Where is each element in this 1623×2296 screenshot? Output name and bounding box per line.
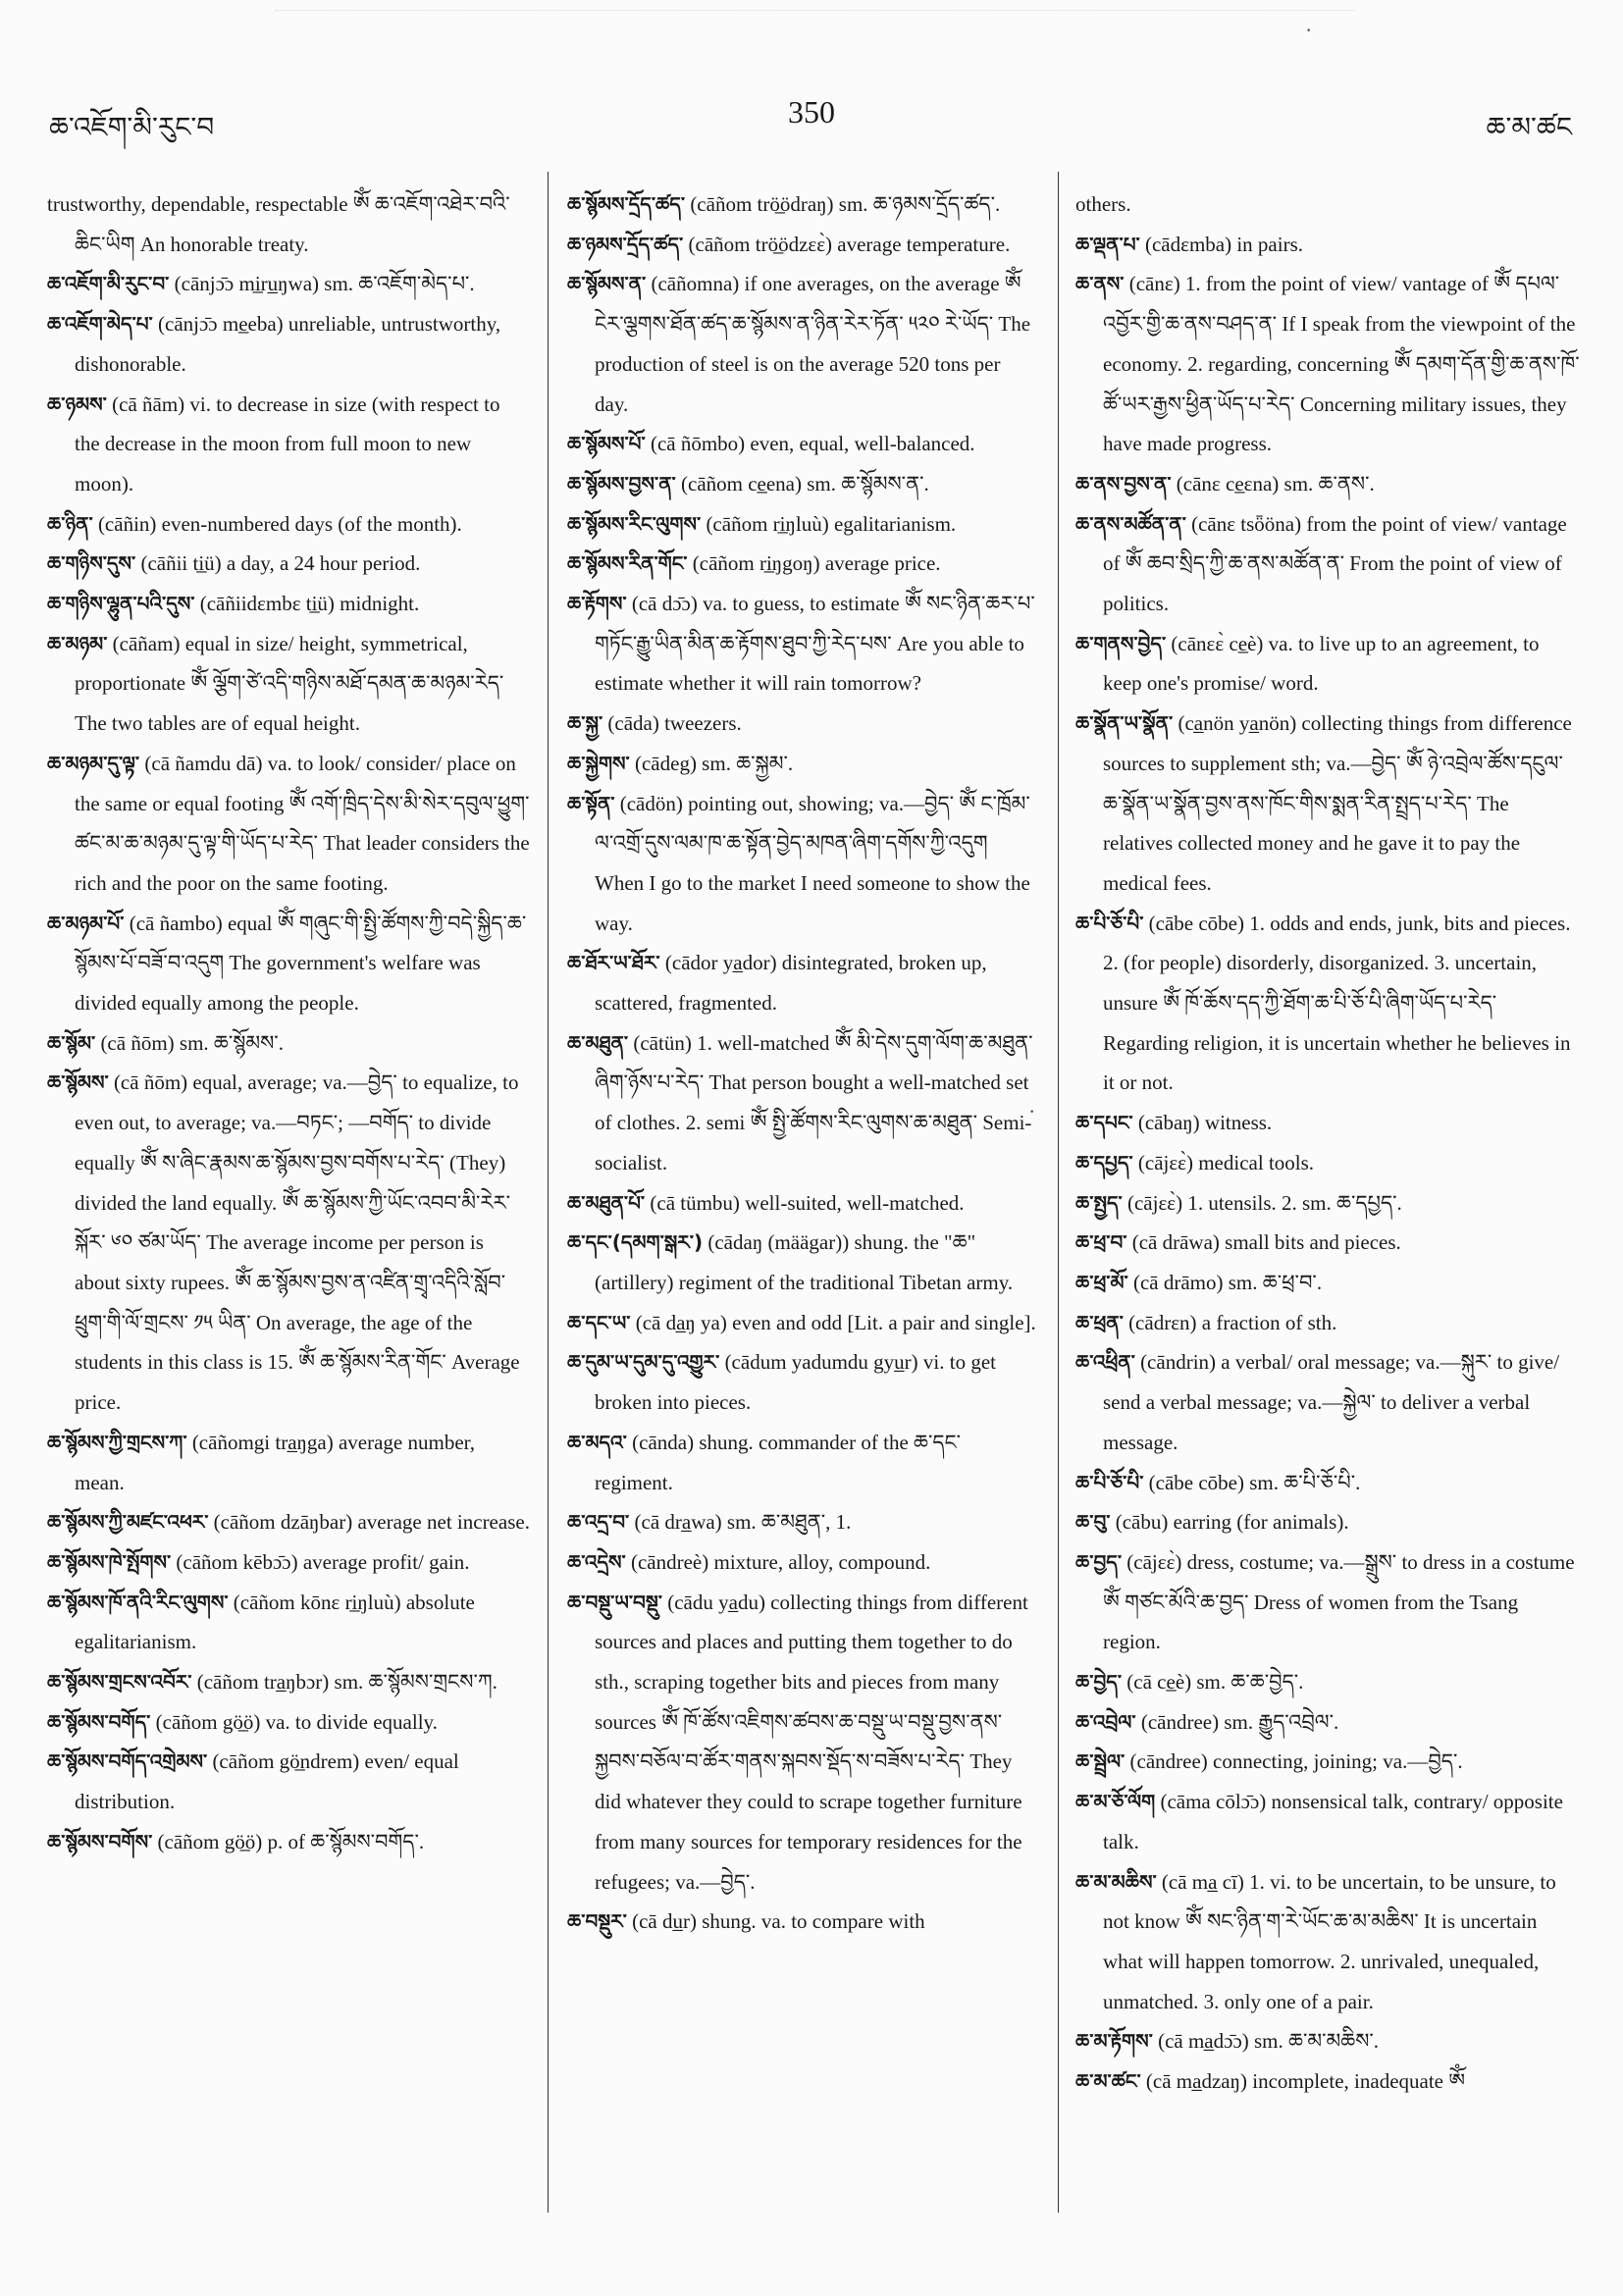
entry-definition: (cājɛɛ̀) 1. utensils. 2. sm. ཆ་དཔྱད་. [1126, 1190, 1402, 1215]
entry-definition: (cā dɔ̄ɔ) va. to guess, to estimate ༀ སང་ཉིན་ཆར་པ་གཏོང་རྒྱུ་ཡིན་མིན་ཆ་རྟོགས་ཐུབ་ཀྱི་རེད་པས་ Are you able to estimate whether it will rain tomorrow? [595, 592, 1035, 696]
dictionary-entry [567, 1303, 1036, 1343]
entry-headword: ཆ་སྟོན་ [567, 791, 615, 815]
entry-definition: (cāñom gö̲ndrem) even/ equal distribution. [75, 1749, 459, 1814]
column-middle [567, 184, 1036, 2276]
entry-headword: ཆ་དཔང་ [1075, 1111, 1133, 1135]
column-left [47, 184, 530, 2276]
entry-headword: ཆ་སྙོམས་ཀྱི་གྲངས་ཀ་ [47, 1430, 187, 1454]
entry-headword: ཆ་མཉམ་ [47, 631, 108, 655]
dictionary-entry [1075, 184, 1580, 225]
entry-definition: others. [1075, 192, 1131, 216]
entry-definition: (cā da̲ŋ ya) even and odd [Lit. a pair and single]. [635, 1310, 1036, 1334]
entry-definition: (cāndree) sm. རྒྱུད་འབྲེལ་. [1140, 1709, 1339, 1734]
dictionary-entry [47, 624, 530, 744]
dictionary-entry [47, 1702, 530, 1743]
dictionary-entry [47, 385, 530, 504]
entry-headword: ཆ་སྙོམས་ན་ [567, 272, 647, 296]
dictionary-entry [1075, 624, 1580, 704]
entry-definition: (cānɛ) 1. from the point of view/ vantage of ༀ དཔལ་འབྱོར་གྱི་ཆ་ནས་བཤད་ན་ If I speak from the viewpoint of the economy. 2. regarding, concerning ༀ དམག་དོན་གྱི་ཆ་ནས་ཁོ་ཚོ་ཡར་རྒྱས་ཕྱིན་ཡོད་པ་རེད་ Concerning military issues, they have made progress. [1103, 272, 1580, 456]
entry-headword: ཆ་ཕྲ་མོ་ [1075, 1270, 1128, 1294]
entry-definition: (cānjɔ̄ɔ mi̲ru̲ŋwa) sm. ཆ་འཇོག་མེད་པ་. [174, 272, 475, 296]
column-divider-2 [1058, 172, 1059, 2213]
entry-definition: (cāma cōlɔ̄ɔ) nonsensical talk, contrary/ opposite talk. [1103, 1790, 1563, 1853]
entry-headword: ཆ་སྙོམས་རིན་གོང་ [567, 551, 688, 576]
entry-headword: ཆ་མདའ་ [567, 1430, 627, 1454]
entry-headword: ཆ་ལྡན་པ་ [1075, 232, 1140, 256]
entry-definition: (cā ñām) vi. to decrease in size (with respect to the decrease in the moon from full moon to new moon). [75, 391, 500, 496]
dictionary-entry [567, 1542, 1036, 1583]
dictionary-entry [567, 1583, 1036, 1903]
entry-headword: ཆ་མཐུན་ [567, 1030, 629, 1055]
column-right [1075, 184, 1580, 2276]
entry-definition: (cāñam) equal in size/ height, symmetrical, proportionate ༀ ལྕོག་ཙེ་འདི་གཉིས་མཐོ་དམན་ཆ་མཉམ་རེད་ The two tables are of equal height. [75, 631, 504, 736]
entry-headword: ཆ་ནས་བྱས་ན་ [1075, 471, 1172, 496]
entry-definition: (cā dra̲wa) sm. ཆ་མཐུན་, 1. [634, 1510, 852, 1535]
entry-definition: (cāndrin) a verbal/ oral message; va.—སྐུར་ to give/ send a verbal message; va.—སྐྱེལ་ to deliver a verbal message. [1103, 1350, 1560, 1454]
entry-headword: ཆ་སྤྱད་ [1075, 1190, 1123, 1215]
entry-definition: (cābe cōbe) sm. ཆ་པི་ཅོ་པི་. [1148, 1470, 1361, 1494]
entry-headword: ཆ་ནས་ [1075, 272, 1125, 296]
dictionary-entry [47, 584, 530, 624]
entry-definition: (cāñom ri̲ŋgoŋ) average price. [692, 551, 941, 576]
dictionary-entry [1075, 1782, 1580, 1861]
dictionary-entry [1075, 264, 1580, 464]
entry-headword: ཆ་སྙོམས་ཁོ་ནའི་རིང་ལུགས་ [47, 1590, 229, 1614]
dictionary-entry [567, 784, 1036, 944]
dictionary-entry [567, 584, 1036, 704]
entry-definition: (cādrɛn) a fraction of sth. [1128, 1310, 1337, 1334]
entry-definition: (cāñomgi tra̲ŋga) average number, mean. [75, 1430, 476, 1494]
entry-headword: ཆ་སྙོམས་པོ་ [567, 432, 646, 456]
entry-headword: ཆ་སྙོམས་གྲངས་འབོར་ [47, 1670, 192, 1695]
entry-headword: ཆ་བསྡུར་ [567, 1909, 627, 1934]
entry-headword: ཆ་འཇོག་མི་རུང་བ་ [47, 272, 170, 296]
dictionary-entry [567, 1183, 1036, 1224]
dictionary-entry [47, 744, 530, 904]
dictionary-entry [567, 424, 1036, 464]
entry-definition: (cānɛ tsȫöna) from the point of view/ vantage of ༀ ཆབ་སྲིད་ཀྱི་ཆ་ནས་མཚོན་ན་ From the point of view of politics. [1103, 511, 1567, 616]
running-head-right: ཆ་མ་ཚང [1486, 111, 1572, 143]
entry-definition: (cāñom gö̲ö) va. to divide equally. [155, 1709, 438, 1734]
entry-definition: (cāñiidɛmbɛ ti̲ü) midnight. [199, 592, 420, 616]
dictionary-entry [567, 264, 1036, 424]
dictionary-entry [47, 1742, 530, 1821]
entry-headword: ཆ་འདྲེས་ [567, 1549, 626, 1574]
dictionary-entry [47, 1502, 530, 1542]
entry-headword: ཆ་ཉམས་ [47, 391, 107, 416]
entry-definition: (cādeg) sm. ཆ་སྐྱམ་. [634, 751, 794, 775]
entry-headword: ཆ་སྙོམས་བགོད་འགྲེམས་ [47, 1749, 208, 1774]
entry-headword: ཆ་སྦྲེལ་ [1075, 1749, 1126, 1774]
dictionary-entry [567, 544, 1036, 584]
entry-definition: (cānɛɛ̀ ce̲è) va. to live up to an agreement, to keep one's promise/ word. [1103, 631, 1540, 696]
entry-definition: (cā ñōm) sm. ཆ་སྙོམས་. [100, 1030, 284, 1055]
entry-definition: (cājɛɛ̀) dress, costume; va.—སྒྲུས་ to dress in a costume ༀ གཙང་མོའི་ཆ་བྱད་ Dress of women from the Tsang region. [1103, 1549, 1575, 1654]
entry-definition: (cātün) 1. well-matched ༀ མི་དེས་དུག་ལོག་ཆ་མཐུན་ཞིག་ཉོས་པ་རེད་ That person bought a well-matched set of clothes. 2. semi ༀ སྤྱི་ཚོགས་རིང་ལུགས་ཆ་མཐུན་ Semi-socialist. [595, 1030, 1033, 1174]
entry-definition: (cā ñambo) equal ༀ གཞུང་གི་སྤྱི་ཚོགས་ཀྱི་བདེ་སྐྱིད་ཆ་སྙོམས་པོ་བཟོ་བ་འདུག The government's welfare was divided equally among the people. [75, 911, 527, 1016]
dictionary-entry [47, 1542, 530, 1583]
entry-headword: ཆ་མཐུན་པོ་ [567, 1190, 646, 1215]
entry-definition: (cādu ya̲du) collecting things from different sources and places and putting them together to do sth., scraping together bits and pieces from many sources ༀ ཁོ་ཚོས་འཇིགས་ཚབས་ཆ་བསྡུ་ཡ་བསྡུ་བྱས་ནས་སྐྱབས་བཅོལ་བ་ཚོར་གནས་སྐབས་སྡོད་ས་བཟོས་པ་རེད་ They did whatever they could to scrape together furniture from many sources for temporary residences for the refugees; va.—བྱེད་. [595, 1590, 1028, 1894]
entry-headword: ཆ་སྣོན་ཡ་སྣོན་ [1075, 711, 1174, 736]
entry-definition: (cāñom tra̲ŋbɔr) sm. ཆ་སྙོམས་གྲངས་ཀ. [196, 1670, 497, 1695]
entry-headword: ཆ་རྟོགས་ [567, 592, 627, 616]
dictionary-entry [47, 1063, 530, 1422]
entry-headword: ཆ་སྐྱ་ [567, 711, 603, 736]
dictionary-entry [1075, 1183, 1580, 1224]
entry-headword: ཆ་འཇོག་མེད་པ་ [47, 312, 153, 337]
entry-definition: (cā du̲r) shung. va. to compare with [632, 1909, 925, 1934]
entry-headword: ཆ་མ་མཆིས་ [1075, 1869, 1157, 1894]
dictionary-entry [1075, 2061, 1580, 2102]
entry-headword: ཆ་གཉིས་དུས་ [47, 551, 136, 576]
entry-definition: (cāñii ti̲ü) a day, a 24 hour period. [140, 551, 421, 576]
dictionary-entry [567, 1902, 1036, 1942]
entry-definition: (cā ñamdu dā) va. to look/ consider/ place on the same or equal footing ༀ འགོ་ཁྲིད་དེས་མི་སེར་དབུལ་ཕྱུག་ཚང་མ་ཆ་མཉམ་དུ་ལྟ་གི་ཡོད་པ་རེད་ That leader considers the rich and the poor on the same footing. [75, 751, 530, 895]
entry-definition: (cānda) shung. commander of the ཆ་དང་ regiment. [595, 1430, 962, 1494]
dictionary-entry [47, 1662, 530, 1702]
dictionary-entry [1075, 1303, 1580, 1343]
entry-definition: (cābaŋ) witness. [1137, 1111, 1273, 1135]
entry-headword: ཆ་དཔྱད་ [1075, 1150, 1133, 1174]
scan-edge-dots [275, 10, 1354, 17]
entry-headword: ཆ་དུམ་ཡ་དུམ་དུ་འགྱུར་ [567, 1350, 720, 1375]
entry-headword: ཆ་གཉིས་ལྷུན་པའི་དུས་ [47, 592, 195, 616]
entry-definition: (cāñom dzāŋbar) average net increase. [213, 1510, 530, 1535]
dictionary-entry [567, 943, 1036, 1022]
entry-headword: ཆ་པི་ཅོ་པི་ [1075, 911, 1144, 935]
entry-definition: (cā tümbu) well-suited, well-matched. [650, 1190, 965, 1215]
entry-headword: ཆ་བསྡུ་ཡ་བསྡུ་ [567, 1590, 662, 1614]
entry-headword: ཆ་དང་ཡ་ [567, 1310, 631, 1334]
entry-definition: (cāñom trö̲ödraŋ) sm. ཆ་ཉམས་དྲོད་ཚད་. [690, 192, 1001, 216]
dictionary-entry [1075, 225, 1580, 265]
dictionary-entry [567, 1502, 1036, 1542]
dictionary-entry [567, 184, 1036, 225]
column-divider-1 [548, 172, 549, 2213]
dictionary-entry [1075, 1223, 1580, 1263]
dictionary-entry [1075, 1662, 1580, 1702]
entry-headword: ཆ་སྙོམས་བགོས་ [47, 1829, 153, 1853]
entry-definition: (cādaŋ (määgar)) shung. the "ཆ" (artillery) regiment of the traditional Tibetan army. [595, 1230, 1014, 1294]
entry-definition: (cāndreè) mixture, alloy, compound. [630, 1549, 931, 1574]
entry-headword: ཆ་དང་(དམག་སྒར་) [567, 1230, 704, 1255]
entry-headword: ཆ་སྙོམས་ཁེ་སྤོགས་ [47, 1549, 172, 1574]
entry-definition: (cādɛmba) in pairs. [1144, 232, 1303, 256]
dictionary-entry [1075, 464, 1580, 504]
entry-definition: (cā ñōmbo) even, equal, well-balanced. [650, 432, 975, 456]
entry-definition: (cābu) earring (for animals). [1115, 1510, 1349, 1535]
dictionary-entry [567, 225, 1036, 265]
dictionary-entry [1075, 704, 1580, 904]
dictionary-entry [1075, 1143, 1580, 1183]
dictionary-entry [567, 1423, 1036, 1502]
entry-definition: (cāñomna) if one averages, on the average ༀ ངེར་ལྕགས་ཐོན་ཚད་ཆ་སྙོམས་ན་ཉིན་རེར་ཏོན་ ༥༢༠ རེ་ཡོད་ The production of steel is on the average 520 tons per day. [595, 272, 1031, 416]
entry-headword: ཆ་ཉམས་དྲོད་ཚད་ [567, 232, 684, 256]
entry-definition: (cābe cōbe) 1. odds and ends, junk, bits and pieces. 2. (for people) disorderly, disorganized. 3. uncertain, unsure ༀ ཁོ་ཆོས་དད་ཀྱི་ཐོག་ཆ་པི་ཅོ་པི་ཞིག་ཡོད་པ་རེད་ Regarding religion, it is uncertain whether he believes in it or not. [1103, 911, 1571, 1095]
entry-headword: ཆ་སྙོམས་དྲོད་ཚད་ [567, 192, 686, 216]
dictionary-entry [1075, 1463, 1580, 1503]
entry-definition: (cāñin) even-numbered days (of the month). [97, 511, 462, 536]
dictionary-entry [1075, 1542, 1580, 1662]
entry-headword: ཆ་སྙོམས་ [47, 1070, 109, 1095]
entry-headword: ཆ་འབྲེལ་ [1075, 1709, 1136, 1734]
entry-definition: (cānjɔ̄ɔ me̲eba) unreliable, untrustworthy, dishonorable. [75, 312, 501, 376]
page-number: 350 [788, 94, 835, 130]
entry-definition: (cāndree) connecting, joining; va.—བྱེད་. [1129, 1749, 1463, 1774]
entry-headword: ཆ་ཉིན་ [47, 511, 93, 536]
entry-definition: (cādor ya̲dor) disintegrated, broken up, scattered, fragmented. [595, 951, 987, 1016]
dictionary-entry [567, 744, 1036, 784]
entry-headword: ཆ་ཕྲན་ [1075, 1310, 1124, 1334]
dictionary-entry [47, 1583, 530, 1662]
dictionary-entry [47, 264, 530, 304]
entry-definition: (cā ma̲dɔ̄ɔ) sm. ཆ་མ་མཆིས་. [1158, 2029, 1380, 2054]
dictionary-entry [1075, 2021, 1580, 2061]
scan-speck: · [1305, 18, 1313, 42]
running-head-left: ཆ་འཇོག་མི་རུང་བ [49, 111, 215, 143]
entry-headword: ཆ་མཉམ་པོ་ [47, 911, 125, 935]
dictionary-entry [1075, 1742, 1580, 1782]
dictionary-entry [1075, 1862, 1580, 2022]
entry-headword: ཆ་སྙོམས་བགོད་ [47, 1709, 151, 1734]
entry-definition: (cāñom ce̲ena) sm. ཆ་སྙོམས་ན་. [681, 471, 929, 496]
entry-definition: (cā ñōm) equal, average; va.—བྱེད་ to equalize, to even out, to average; va.—བཏང་; —བགོད་ to divide equally ༀ ས་ཞིང་རྣམས་ཆ་སྙོམས་བྱས་བགོས་པ་རེད་ (They) divided the land equally. ༀ ཆ་སྙོམས་ཀྱི་ཡོང་འབབ་མི་རེར་སྐོར་ ༦༠ ཙམ་ཡོད་ The average income per person is about sixty rupees. ༀ ཆ་སྙོམས་བྱས་ན་འཛིན་གྲྭ་འདིའི་སློབ་ཕྲུག་གི་ལོ་གྲངས་ ༡༥ ཡིན་ On average, the age of the students in this class is 15. ༀ ཆ་སྙོམས་རིན་གོང་ Average price. [75, 1070, 520, 1415]
entry-headword: ཆ་གནས་བྱེད་ [1075, 631, 1167, 655]
dictionary-entry [47, 544, 530, 584]
entry-definition: (cāñom kōnɛ ri̲ŋluù) absolute egalitarianism. [75, 1590, 475, 1654]
entry-definition: (cādön) pointing out, showing; va.—བྱེད་ ༀ ང་ཁྲོམ་ལ་འགྲོ་དུས་ལམ་ཁ་ཆ་སྟོན་བྱེད་མཁན་ཞིག་དགོས་ཀྱི་འདུག When I go to the market I need someone to show the way. [595, 791, 1030, 935]
entry-headword: ཆ་མཉམ་དུ་ལྟ་ [47, 751, 140, 775]
dictionary-entry [47, 304, 530, 384]
entry-definition: (cājɛɛ̀) medical tools. [1137, 1150, 1315, 1174]
dictionary-entry [47, 184, 530, 264]
entry-definition: (ca̲nön ya̲nön) collecting things from difference sources to supplement sth; va.—བྱེད་ ༀ ཉེ་འབྲེལ་ཚོས་དངུལ་ཆ་སྣོན་ཡ་སྣོན་བྱས་ནས་ཁོང་གིས་སྨན་རིན་སྤྲད་པ་རེད་ The relatives collected money and he gave it to pay the medical fees. [1103, 711, 1572, 895]
entry-headword: ཆ་བྱེད་ [1075, 1670, 1123, 1695]
dictionary-entry [567, 464, 1036, 504]
entry-definition: (cāda) tweezers. [607, 711, 742, 736]
entry-headword: ཆ་འཕྲིན་ [1075, 1350, 1135, 1375]
entry-definition: trustworthy, dependable, respectable ༀ ཆ་འཇོག་འཐེར་བའི་ཆིང་ཡིག An honorable treaty. [47, 192, 510, 256]
entry-definition: (cāñom ri̲ŋluù) egalitarianism. [706, 511, 957, 536]
dictionary-entry [1075, 904, 1580, 1104]
entry-definition: (cā ma̲dzaŋ) incomplete, inadequate ༀ [1145, 2069, 1466, 2094]
dictionary-entry [567, 1023, 1036, 1183]
dictionary-entry [47, 1423, 530, 1502]
entry-definition: (cā ma̲ cī) 1. vi. to be uncertain, to be unsure, to not know ༀ སང་ཉིན་ག་རེ་ཡོང་ཆ་མ་མཆིས་ It is uncertain what will happen tomorrow. 2. unrivaled, unequaled, unmatched. 3. only one of a pair. [1103, 1869, 1556, 2013]
entry-headword: ཆ་སྙོམས་ཀྱི་མཛང་འཕར་ [47, 1510, 209, 1535]
entry-definition: (cā drāmo) sm. ཆ་ཕྲ་བ་. [1132, 1270, 1323, 1294]
entry-headword: ཆ་འདྲ་བ་ [567, 1510, 630, 1535]
entry-headword: ཆ་སྙོམས་བྱས་ན་ [567, 471, 676, 496]
entry-headword: ཆ་སྙོམས་རིང་ལུགས་ [567, 511, 702, 536]
entry-headword: ཆ་མ་ཚང་ [1075, 2069, 1141, 2094]
entry-definition: (cādum yadumdu gyu̲r) vi. to get broken into pieces. [595, 1350, 996, 1415]
entry-headword: ཆ་སྐྱེགས་ [567, 751, 630, 775]
entry-headword: ཆ་ནས་མཚོན་ན་ [1075, 511, 1186, 536]
entry-headword: ཆ་བུ་ [1075, 1510, 1111, 1535]
scan-speck: · [1028, 1099, 1036, 1123]
dictionary-entry [1075, 504, 1580, 624]
dictionary-entry [1075, 1103, 1580, 1143]
dictionary-entry [1075, 1502, 1580, 1542]
dictionary-entry [1075, 1263, 1580, 1303]
dictionary-entry [1075, 1702, 1580, 1743]
entry-headword: ཆ་བྱད་ [1075, 1549, 1123, 1574]
entry-definition: (cāñom kēbɔ̄ɔ) average profit/ gain. [176, 1549, 470, 1574]
entry-definition: (cāñom trö̲ödzɛɛ̀) average temperature. [688, 232, 1011, 256]
entry-definition: (cānɛ ce̲ɛna) sm. ཆ་ནས་. [1176, 471, 1375, 496]
dictionary-entry [567, 1223, 1036, 1302]
entry-definition: (cā ce̲è) sm. ཆ་ཆ་བྱེད་. [1126, 1670, 1304, 1695]
entry-headword: ཆ་པི་ཅོ་པི་ [1075, 1470, 1144, 1494]
dictionary-entry [47, 1822, 530, 1862]
entry-definition: (cāñom gö̲ö) p. of ཆ་སྙོམས་བགོད་. [157, 1829, 425, 1853]
dictionary-entry [567, 504, 1036, 545]
dictionary-entry [567, 1342, 1036, 1422]
dictionary-entry [567, 704, 1036, 744]
dictionary-entry [47, 904, 530, 1023]
dictionary-entry [47, 1023, 530, 1064]
entry-definition: (cā drāwa) small bits and pieces. [1131, 1230, 1401, 1255]
entry-headword: ཆ་མ་ཅོ་ལོག [1075, 1790, 1156, 1814]
dictionary-entry [47, 504, 530, 545]
dictionary-entry [1075, 1342, 1580, 1462]
entry-headword: ཆ་སྙོམ་ [47, 1030, 96, 1055]
entry-headword: ཆ་ཐོར་ཡ་ཐོར་ [567, 951, 660, 975]
entry-headword: ཆ་མ་རྟོགས་ [1075, 2029, 1153, 2054]
entry-headword: ཆ་ཕྲ་བ་ [1075, 1230, 1127, 1255]
